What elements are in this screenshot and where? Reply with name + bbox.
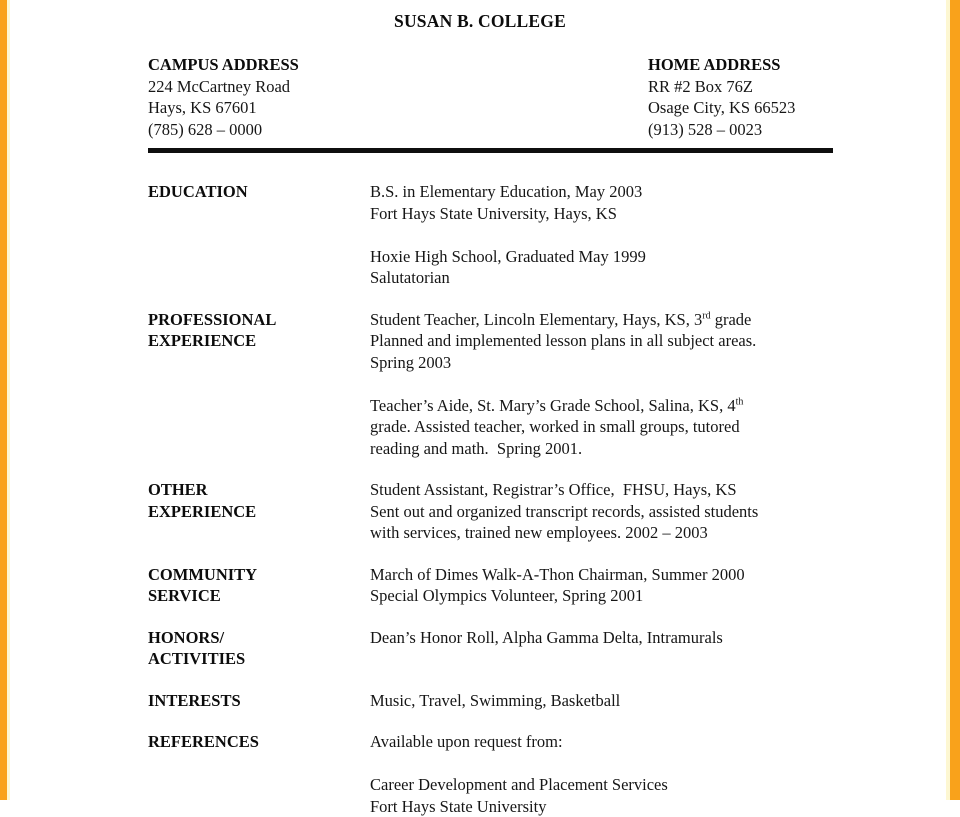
ordinal-superscript: th	[736, 396, 744, 407]
section-label-line: PROFESSIONAL	[148, 309, 370, 331]
left-orange-border	[0, 0, 10, 800]
content-line: March of Dimes Walk-A-Thon Chairman, Summer 2000	[370, 564, 960, 586]
resume-section	[148, 479, 960, 544]
content-line: Available upon request from:	[370, 731, 960, 753]
paragraph-spacer	[370, 224, 960, 246]
section-content	[370, 309, 960, 460]
resume-name-title: SUSAN B. COLLEGE	[0, 0, 960, 32]
resume-section	[148, 627, 960, 670]
section-label-line: OTHER	[148, 479, 370, 501]
content-line: reading and math. Spring 2001.	[370, 438, 960, 460]
content-line: Salutatorian	[370, 267, 960, 289]
ordinal-superscript: rd	[702, 310, 710, 321]
home-address-city: Osage City, KS 66523	[648, 97, 795, 119]
content-line: Teacher’s Aide, St. Mary’s Grade School, Salina, KS, 4th	[370, 395, 960, 417]
content-line: Career Development and Placement Services	[370, 774, 960, 796]
section-label	[148, 731, 370, 817]
resume-section	[148, 731, 960, 817]
content-line: Spring 2003	[370, 352, 960, 374]
section-label	[148, 309, 370, 460]
section-content	[370, 479, 960, 544]
campus-address-label: CAMPUS ADDRESS	[148, 54, 648, 76]
paragraph-spacer	[370, 373, 960, 395]
content-line: Dean’s Honor Roll, Alpha Gamma Delta, Intramurals	[370, 627, 960, 649]
section-label-line: HONORS/	[148, 627, 370, 649]
section-label	[148, 564, 370, 607]
section-content	[370, 690, 960, 712]
section-label-line: COMMUNITY	[148, 564, 370, 586]
content-line: with services, trained new employees. 2002 – 2003	[370, 522, 960, 544]
header-divider-rule	[148, 148, 833, 153]
campus-address-city: Hays, KS 67601	[148, 97, 648, 119]
content-line: Sent out and organized transcript records, assisted students	[370, 501, 960, 523]
resume-section	[148, 690, 960, 712]
content-line: grade. Assisted teacher, worked in small groups, tutored	[370, 416, 960, 438]
content-line: Music, Travel, Swimming, Basketball	[370, 690, 960, 712]
paragraph-spacer	[370, 753, 960, 775]
right-orange-border	[946, 0, 960, 800]
resume-section	[148, 181, 960, 289]
section-label	[148, 690, 370, 712]
resume-sections	[0, 181, 960, 817]
section-label-line: INTERESTS	[148, 690, 370, 712]
home-address-street: RR #2 Box 76Z	[648, 76, 795, 98]
campus-address-phone: (785) 628 – 0000	[148, 119, 648, 141]
content-line: Planned and implemented lesson plans in all subject areas.	[370, 330, 960, 352]
campus-address	[148, 54, 648, 140]
section-label-line: EXPERIENCE	[148, 330, 370, 352]
content-line: Student Assistant, Registrar’s Office, FHSU, Hays, KS	[370, 479, 960, 501]
content-line: Fort Hays State University, Hays, KS	[370, 203, 960, 225]
section-label	[148, 627, 370, 670]
content-line: B.S. in Elementary Education, May 2003	[370, 181, 960, 203]
section-label-line: SERVICE	[148, 585, 370, 607]
section-content	[370, 181, 960, 289]
section-label-line: EDUCATION	[148, 181, 370, 203]
section-content	[370, 564, 960, 607]
content-line: Fort Hays State University	[370, 796, 960, 817]
section-content	[370, 731, 960, 817]
content-line: Student Teacher, Lincoln Elementary, Hays, KS, 3rd grade	[370, 309, 960, 331]
home-address-phone: (913) 528 – 0023	[648, 119, 795, 141]
resume-section	[148, 309, 960, 460]
section-label-line: REFERENCES	[148, 731, 370, 753]
section-label	[148, 181, 370, 289]
address-block	[0, 54, 960, 140]
home-address-label: HOME ADDRESS	[648, 54, 795, 76]
section-content	[370, 627, 960, 670]
section-label-line: EXPERIENCE	[148, 501, 370, 523]
section-label-line: ACTIVITIES	[148, 648, 370, 670]
home-address	[648, 54, 795, 140]
content-line: Special Olympics Volunteer, Spring 2001	[370, 585, 960, 607]
section-label	[148, 479, 370, 544]
resume-section	[148, 564, 960, 607]
content-line: Hoxie High School, Graduated May 1999	[370, 246, 960, 268]
campus-address-street: 224 McCartney Road	[148, 76, 648, 98]
